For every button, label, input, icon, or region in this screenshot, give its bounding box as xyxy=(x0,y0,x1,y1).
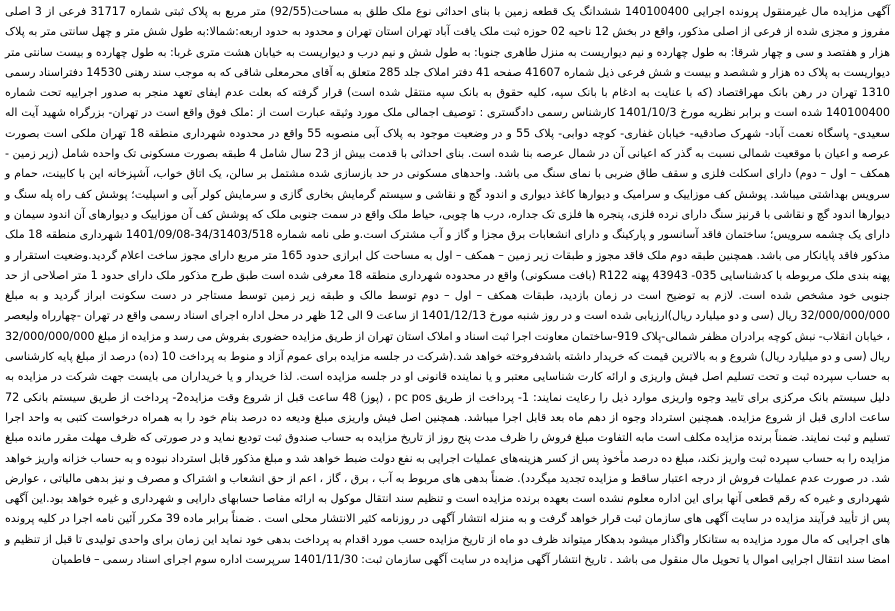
auction-notice-text: آگهی مزایده مال غیرمنقول پرونده اجرایی 140100400 ششدانگ یک قطعه زمین با بنای احداثی نوع ملک طلق به مساحت(92/55) متر مربع به پلاک ثبتی شماره 31717 فرعی از 3 اصلی مفروز و مجزی شده از فرعی از اصلی مذکور، واقع در بخش 12 ناحیه 02 حوزه ثبت ملک یافت آباد تهران استان تهران و محدود به حدود اربعه:شمالا:به طول شش متر و چهل سانتی متر به پلاک هزار و هفتصد و سی و چهار شرقا: به طول چهارده و نیم دیواریست به منزل طاهری جنوبا: به طول شش و نیم درب و دیواریست به خیابان هشت متری غربا: به طول چهارده و بیست سانتی متر دیواریست به پلاک ده هزار و ششصد و بیست و شش فرعی ذیل شماره 41607 صفحه 41 دفتر املاک جلد 285 متعلق به آقای محرمعلی شاقی که به موجب سند رهنی 14530 دفتراسناد رسمی 1310 تهران در رهن بانک مهراقتصاد (که با عنایت به ادغام با بانک سپه، کلیه حقوق به بانک سپه منتقل شده است) قرار گرفته که بعلت عدم ایفای تعهد منجر به صدور اجراییه تحت شماره 140100400 شده است و برابر نظریه مورخ 1401/10/3 کارشناس رسمی دادگستری : توصیف اجمالی ملک مورد وثیقه عبارت است از :ملک فوق واقع است در تهران- بزرگراه شهید آیت اله سعیدی- پاسگاه نعمت آباد- شهرک صادقیه- خیابان غفاری- کوچه دوابی- پلاک 55 و در وضعیت موجود به پلاک آبی منصوبه 55 واقع در محدوده شهرداری منطقه 18 تهران ملکی است بصورت عرصه و اعیان با موقعیت شمالی نسبت به گذر که اعیانی آن در شمال عرصه بنا شده است. بنای احداثی با قدمت بیش از 23 سال شامل 4 طبقه بصورت مسکونی تک واحده شامل (زیر زمین - همکف – اول – دوم) دارای اسکلت فلزی و سقف طاق ضربی با نمای سنگ می باشد. واحدهای مسکونی در حد بازسازی شده مشتمل بر سالن، یک اتاق خواب، آشپزخانه این با کابینت، حمام و سرویس بهداشتی میباشد. پوشش کف موزاییک و سرامیک و دیوارها کاغذ دیواری و اندود گچ و نقاشی و سیستم گرمایش بخاری گازی و سرمایش کولر آبی و اسپلیت؛ پوشش کف راه پله سنگ و دیوارها اندود گچ و نقاشی با قرنیز سنگ دارای نرده فلزی، پنجره ها فلزی تک جداره، درب ها چوبی، حیاط ملک واقع در سمت جنوبی ملک که پوشش کف آن موزاییک و دیوارهای آن اندود سیمان و دارای یک چشمه سرویس؛ ساختمان فاقد آسانسور و پارکینگ و دارای انشعابات برق مجزا و گاز و آب مشترک است.و طی نامه شماره 34/31403/518-1401/09/08 شهرداری منطقه 18 ملک مذکور فاقد پایانکار می باشد. همچنین طبقه دوم ملک فاقد مجوز و طبقات زیر زمین – همکف – اول به مساحت کل ابرازی حدود 165 متر مربع دارای مجوز ساخت اعلام گردید.وضعیت استقرار و پهنه بندی ملک مربوطه با کدشناسایی 035- 43943 پهنه R122 (بافت مسکونی) واقع در محدوده شهرداری منطقه 18 معرفی شده است طبق طرح مذکور ملک دارای حدود 1 متر اصلاحی از حد جنوبی خود مشخص شده است. لازم به توضیح است در زمان بازدید، طبقات همکف – اول – دوم توسط مالک و طبقه زیر زمین توسط مستاجر در دست سکونت ابراز گردید و به مبلغ 32/000/000/000 ریال (سی و دو میلیارد ریال)ارزیابی شده است و در روز شنبه مورخ 1401/12/13 از ساعت 9 الی 12 ظهر در محل اداره اجرای اسناد رسمی واقع در تهران -چهارراه ولیعصر ، خیابان انقلاب- نبش کوچه برادران مظفر شمالی-پلاک 919-ساختمان معاونت اجرا ثبت اسناد و املاک استان تهران از طریق مزایده حضوری بفروش می رسد و مزایده از مبلغ 32/000/000/000 ریال (سی و دو میلیارد ریال) شروع و به بالاترین قیمت که خریدار داشته باشدفروخته خواهد شد.(شرکت در جلسه مزایده برای عموم آزاد و منوط به پرداخت 10 (ده) درصد از مبلغ پایه کارشناسی به حساب سپرده ثبت و تحت تسلیم اصل فیش واریزی و ارائه کارت شناسایی معتبر و یا نماینده قانونی او در جلسه مزایده است. لذا خریدار و یا خریداران می بایست جهت شرکت در مزایده به دلیل سیستم بانک مرکزی برای تایید وجوه واریزی موارد ذیل را رعایت نمایند: 1- پرداخت از طریق pc pos ، (پوز) 48 ساعت قبل از شروع وقت مزایده2- پرداخت از طریق سیستم بانکی 72 ساعت اداری قبل از شروع مزایده. همچنین استرداد وجوه از دهم ماه بعد قابل اجرا میباشد. همچنین اصل فیش واریزی مبلغ ودیعه ده درصد بنام خود را به همراه درخواست کتبی به واحد اجرا تسلیم و ثبت نمایند. ضمناً برنده مزایده مکلف است مابه التفاوت مبلغ فروش را ظرف مدت پنج روز از تاریخ مزایده به حساب صندوق ثبت تودیع نماید و در صورتی که ظرف مهلت مقرر مانده مبلغ مزایده را به حساب سپرده ثبت واریز نکند، مبلغ ده درصد مأخوذ پس از کسر هزینه‌های عملیات اجرایی به نفع دولت ضبط خواهد شد و مبلغ مذکور قابل استرداد نبوده و به حساب خزانه واریز خواهد شد. در صورت عدم عملیات فروش از درجه اعتبار ساقط و مزایده تجدید میگردد). ضمناً بدهی های مربوط به آب ، برق ، گاز ، اعم از حق انشعاب و اشتراک و مصرف و نیز بدهی مالیاتی ، عوارض شهرداری و غیره که رقم قطعی آنها برای این اداره معلوم نشده است بعهده برنده مزایده است و تنظیم سند انتقال موکول به ارائه مفاصا حسابهای دارایی و شهرداری و غیره خواهد بود.این آگهی پس از تأیید فرآیند مزایده در سایت آگهی های سازمان ثبت قرار خواهد گرفت و به منزله انتشار آگهی در روزنامه کثیر الانتشار محلی است . ضمناً برابر ماده 39 مکرر آئین نامه اجرا در کلیه پرونده های اجرایی که مال مورد مزایده به ستانکار واگذار میشود بدهکار میتواند ظرف دو ماه از تاریخ مزایده حسب مورد اقدام به پرداخت بدهی خود نماید این زمان برای واحدی تولیدی تا قبل از تنظیم و امضا سند انتقال اجرایی اموال یا تحویل مال منقول می باشد . تاریخ انتشار آگهی مزایده در سایت آگهی سازمان ثبت: 1401/11/30 سرپرست اداره سوم اجرای اسناد رسمی – فاطمیان xyxy=(5,5,891,567)
